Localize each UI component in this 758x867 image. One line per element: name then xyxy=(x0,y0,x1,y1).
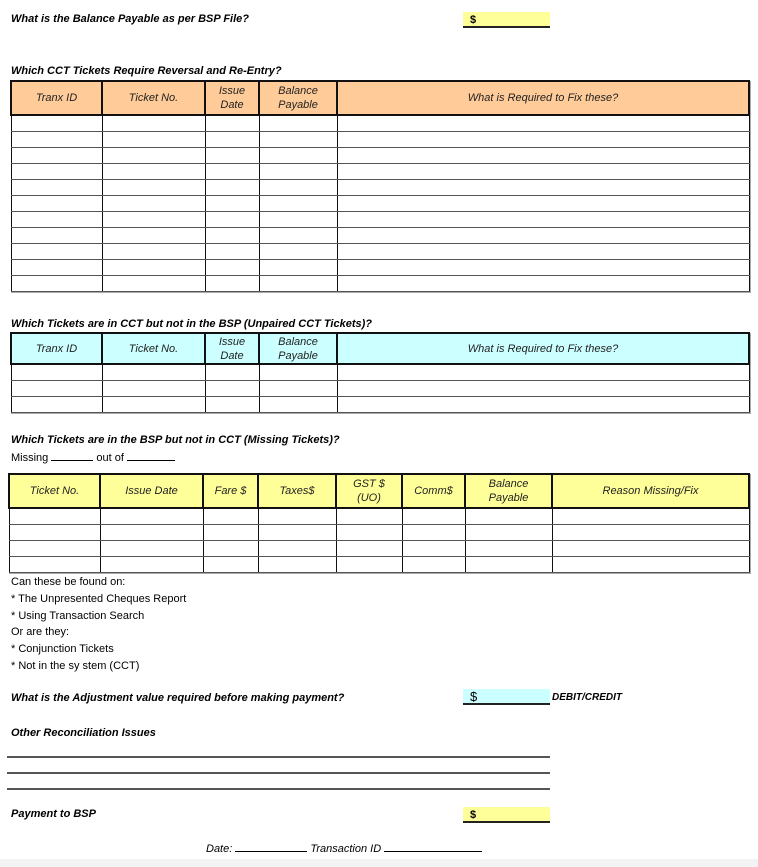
date-field[interactable] xyxy=(235,841,307,852)
note-line: * Using Transaction Search xyxy=(11,609,145,622)
table-header-row xyxy=(11,81,749,115)
header-text: Taxes$ xyxy=(279,485,315,497)
table-cell[interactable] xyxy=(205,260,259,276)
payment-label: Payment to BSP xyxy=(11,808,96,820)
column-header-ticket-no xyxy=(102,81,205,115)
table-row xyxy=(11,381,749,397)
table-row xyxy=(9,525,749,541)
table-cell[interactable] xyxy=(336,525,402,541)
column-header-issue-date xyxy=(205,333,259,364)
table-cell[interactable] xyxy=(552,541,749,557)
table-cell[interactable] xyxy=(11,381,102,397)
table-cell[interactable] xyxy=(102,148,205,164)
table-cell[interactable] xyxy=(259,244,337,260)
header-text: Date xyxy=(220,99,244,111)
missing-section-title: Which Tickets are in the BSP but not in CCT (Missing Tickets)? xyxy=(11,434,340,446)
table-row xyxy=(9,508,749,525)
table-row xyxy=(11,148,749,164)
table-cell[interactable] xyxy=(259,260,337,276)
table-cell[interactable] xyxy=(9,525,100,541)
header-text: Issue xyxy=(218,335,246,348)
table-cell[interactable] xyxy=(102,364,205,381)
payment-amount-field[interactable] xyxy=(463,807,550,823)
reversal-section-title: Which CCT Tickets Require Reversal and Re-Entry? xyxy=(11,65,282,77)
table-cell[interactable] xyxy=(203,508,258,525)
header-text: Fare $ xyxy=(214,485,247,497)
header-text: Tranx ID xyxy=(35,92,78,104)
column-header-comm xyxy=(402,474,465,508)
balance-question-label: What is the Balance Payable as per BSP File? xyxy=(11,13,250,25)
table-cell[interactable] xyxy=(102,397,205,413)
missing-count-line xyxy=(11,450,175,464)
table-cell[interactable] xyxy=(552,508,749,525)
payment-details-line xyxy=(206,841,482,855)
table-cell[interactable] xyxy=(205,115,259,132)
table-row xyxy=(11,260,749,276)
table-row xyxy=(9,541,749,557)
other-issues-line-3[interactable] xyxy=(7,788,550,790)
header-text: (UO) xyxy=(357,492,381,504)
transaction-id-field[interactable] xyxy=(384,841,482,852)
column-header-ticket-no xyxy=(9,474,100,508)
header-text: Payable xyxy=(488,492,529,504)
table-cell[interactable] xyxy=(337,196,749,212)
table-cell[interactable] xyxy=(11,212,102,228)
header-text: GST $ xyxy=(353,478,385,490)
table-cell[interactable] xyxy=(259,364,337,381)
table-cell[interactable] xyxy=(259,148,337,164)
unpaired-section-title: Which Tickets are in CCT but not in the BSP (Unpaired CCT Tickets)? xyxy=(11,318,373,330)
table-row xyxy=(9,557,749,573)
table-row xyxy=(11,364,749,381)
table-cell[interactable] xyxy=(337,115,749,132)
table-cell[interactable] xyxy=(258,541,336,557)
table-cell[interactable] xyxy=(337,381,749,397)
table-cell[interactable] xyxy=(102,132,205,148)
table-row xyxy=(11,180,749,196)
table-cell[interactable] xyxy=(337,276,749,292)
table-cell[interactable] xyxy=(402,508,465,525)
header-text: Date xyxy=(220,349,244,362)
column-header-issue-date xyxy=(100,474,203,508)
reversal-table xyxy=(10,80,750,292)
table-header-row xyxy=(9,474,749,508)
table-row xyxy=(11,115,749,132)
table-cell[interactable] xyxy=(102,260,205,276)
table-cell[interactable] xyxy=(337,244,749,260)
notes-list xyxy=(11,574,186,675)
column-header-balance-payable xyxy=(259,333,337,364)
column-header-tranx-id xyxy=(11,333,102,364)
table-cell[interactable] xyxy=(9,508,100,525)
table-cell[interactable] xyxy=(465,525,552,541)
note-line: * Conjunction Tickets xyxy=(11,643,114,656)
table-cell[interactable] xyxy=(205,196,259,212)
table-cell[interactable] xyxy=(259,196,337,212)
header-text: Reason Missing/Fix xyxy=(602,485,699,497)
table-cell[interactable] xyxy=(100,508,203,525)
table-cell[interactable] xyxy=(336,541,402,557)
table-cell[interactable] xyxy=(100,525,203,541)
table-cell[interactable] xyxy=(100,541,203,557)
table-cell[interactable] xyxy=(258,557,336,573)
table-cell[interactable] xyxy=(337,164,749,180)
table-row xyxy=(11,397,749,413)
column-header-fare xyxy=(203,474,258,508)
column-header-gst-uo xyxy=(336,474,402,508)
table-cell[interactable] xyxy=(465,508,552,525)
table-cell[interactable] xyxy=(102,276,205,292)
table-cell[interactable] xyxy=(259,381,337,397)
table-cell[interactable] xyxy=(205,180,259,196)
table-cell[interactable] xyxy=(9,557,100,573)
column-header-reason-missing-fix xyxy=(552,474,749,508)
header-text: Issue Date xyxy=(125,485,178,497)
header-text: Payable xyxy=(278,99,318,111)
table-cell[interactable] xyxy=(102,180,205,196)
table-cell[interactable] xyxy=(205,228,259,244)
table-cell[interactable] xyxy=(402,541,465,557)
table-cell[interactable] xyxy=(102,164,205,180)
table-cell[interactable] xyxy=(11,260,102,276)
adjustment-question-label: What is the Adjustment value required before making payment? xyxy=(11,692,345,704)
header-text: Balance xyxy=(278,85,318,97)
header-text: What is Required to Fix these? xyxy=(467,92,619,104)
header-text: Balance xyxy=(278,335,318,348)
out-of-label: out of xyxy=(96,452,124,464)
column-header-ticket-no xyxy=(102,333,205,364)
table-cell[interactable] xyxy=(258,508,336,525)
table-cell[interactable] xyxy=(102,115,205,132)
table-cell[interactable] xyxy=(337,132,749,148)
table-row xyxy=(11,164,749,180)
table-cell[interactable] xyxy=(337,364,749,381)
missing-count-field[interactable] xyxy=(51,450,93,461)
table-cell[interactable] xyxy=(11,196,102,212)
table-cell[interactable] xyxy=(205,397,259,413)
header-text: Ticket No. xyxy=(128,342,179,355)
table-cell[interactable] xyxy=(205,244,259,260)
table-cell[interactable] xyxy=(465,541,552,557)
unpaired-table xyxy=(10,332,750,413)
other-issues-label: Other Reconciliation Issues xyxy=(11,727,156,739)
other-issues-line-2[interactable] xyxy=(7,772,550,774)
table-cell[interactable] xyxy=(205,276,259,292)
balance-payable-field[interactable] xyxy=(463,12,550,28)
table-cell[interactable] xyxy=(205,381,259,397)
table-cell[interactable] xyxy=(552,557,749,573)
table-cell[interactable] xyxy=(402,557,465,573)
table-cell[interactable] xyxy=(11,397,102,413)
note-line: * The Unpresented Cheques Report xyxy=(11,592,187,605)
table-cell[interactable] xyxy=(259,276,337,292)
missing-tickets-table xyxy=(8,473,750,573)
table-cell[interactable] xyxy=(203,557,258,573)
table-cell[interactable] xyxy=(259,228,337,244)
header-text: Balance xyxy=(488,478,529,490)
column-header-what-is-required-to-fix-these xyxy=(337,81,749,115)
table-cell[interactable] xyxy=(11,132,102,148)
debit-credit-label: DEBIT/CREDIT xyxy=(552,692,622,703)
table-cell[interactable] xyxy=(337,148,749,164)
note-line: * Not in the sy stem (CCT) xyxy=(11,659,140,672)
table-cell[interactable] xyxy=(465,557,552,573)
table-cell[interactable] xyxy=(11,228,102,244)
table-header-row xyxy=(11,333,749,364)
table-cell[interactable] xyxy=(11,276,102,292)
table-cell[interactable] xyxy=(337,180,749,196)
date-label: Date: xyxy=(206,843,233,855)
table-row xyxy=(11,196,749,212)
table-cell[interactable] xyxy=(102,196,205,212)
table-cell[interactable] xyxy=(552,525,749,541)
table-row xyxy=(11,244,749,260)
table-cell[interactable] xyxy=(336,557,402,573)
table-cell[interactable] xyxy=(102,228,205,244)
header-text: What is Required to Fix these? xyxy=(467,342,619,355)
column-header-balance-payable xyxy=(465,474,552,508)
table-cell[interactable] xyxy=(102,381,205,397)
column-header-tranx-id xyxy=(11,81,102,115)
table-cell[interactable] xyxy=(205,364,259,381)
note-line: Or are they: xyxy=(11,626,70,639)
table-row xyxy=(11,276,749,292)
table-row xyxy=(11,132,749,148)
table-row xyxy=(11,228,749,244)
note-line: Can these be found on: xyxy=(11,576,126,588)
column-header-balance-payable xyxy=(259,81,337,115)
table-cell[interactable] xyxy=(9,541,100,557)
table-cell[interactable] xyxy=(337,397,749,413)
missing-label: Missing xyxy=(11,452,49,464)
table-cell[interactable] xyxy=(203,541,258,557)
table-cell[interactable] xyxy=(337,260,749,276)
table-cell[interactable] xyxy=(102,244,205,260)
table-cell[interactable] xyxy=(259,164,337,180)
table-cell[interactable] xyxy=(259,180,337,196)
header-text: Issue xyxy=(218,85,246,97)
column-header-issue-date xyxy=(205,81,259,115)
table-cell[interactable] xyxy=(205,132,259,148)
table-cell[interactable] xyxy=(11,364,102,381)
table-cell[interactable] xyxy=(203,525,258,541)
currency-symbol: $ xyxy=(470,809,477,821)
table-cell[interactable] xyxy=(205,148,259,164)
table-cell[interactable] xyxy=(11,148,102,164)
page-footer-bar xyxy=(0,859,758,867)
total-count-field[interactable] xyxy=(127,450,175,461)
header-text: Ticket No. xyxy=(128,92,179,104)
table-cell[interactable] xyxy=(337,212,749,228)
table-cell[interactable] xyxy=(11,180,102,196)
table-cell[interactable] xyxy=(259,115,337,132)
currency-symbol: $ xyxy=(470,14,477,26)
other-issues-line-1[interactable] xyxy=(7,756,550,758)
table-cell[interactable] xyxy=(205,212,259,228)
table-cell[interactable] xyxy=(11,244,102,260)
header-text: Tranx ID xyxy=(35,342,78,355)
currency-symbol: $ xyxy=(470,689,478,704)
header-text: Comm$ xyxy=(414,485,453,497)
table-cell[interactable] xyxy=(402,525,465,541)
header-text: Payable xyxy=(278,349,318,362)
table-cell[interactable] xyxy=(337,228,749,244)
adjustment-value-field[interactable] xyxy=(463,689,550,705)
table-cell[interactable] xyxy=(11,115,102,132)
table-cell[interactable] xyxy=(205,164,259,180)
table-cell[interactable] xyxy=(258,525,336,541)
table-cell[interactable] xyxy=(11,164,102,180)
column-header-taxes xyxy=(258,474,336,508)
table-cell[interactable] xyxy=(259,397,337,413)
column-header-what-is-required-to-fix-these xyxy=(337,333,749,364)
transaction-id-label: Transaction ID xyxy=(310,843,382,855)
table-row xyxy=(11,212,749,228)
table-cell[interactable] xyxy=(102,212,205,228)
table-cell[interactable] xyxy=(259,212,337,228)
table-cell[interactable] xyxy=(259,132,337,148)
table-cell[interactable] xyxy=(336,508,402,525)
header-text: Ticket No. xyxy=(29,485,80,497)
table-cell[interactable] xyxy=(100,557,203,573)
